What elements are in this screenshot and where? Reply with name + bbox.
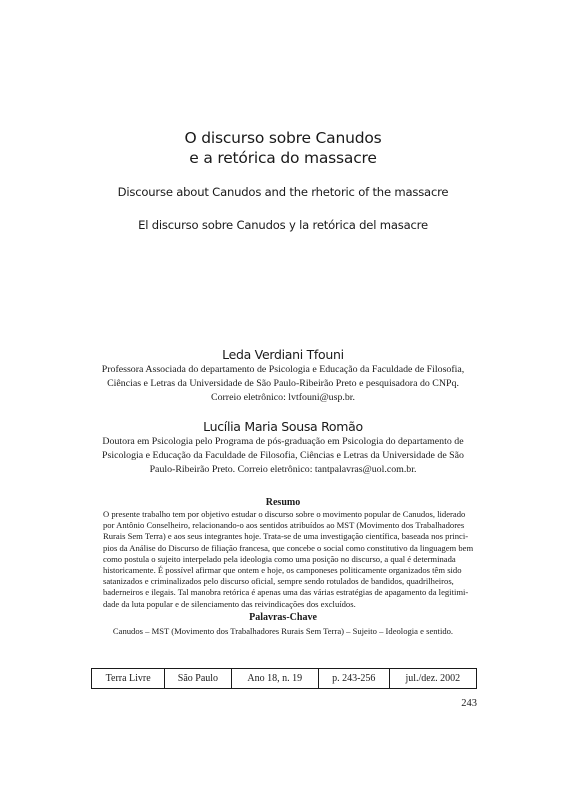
spanish-title: El discurso sobre Canudos y la retórica del masacre: [138, 218, 428, 232]
abstract-line: Rurais Sem Terra) e aos seus integrantes hoje. Trata-se de uma investigação científica, baseada nos princi-: [103, 531, 469, 542]
abstract-line: satanizados e criminalizados pelo discurso oficial, sempre sendo rotulados de bandidos, quadrilheiros,: [103, 576, 454, 587]
article-title: [0, 128, 566, 168]
abstract-line: historicamente. É possível afirmar que ontem e hoje, os camponeses politicamente organizados têm sido: [103, 565, 462, 576]
author-affiliation-2: [100, 435, 466, 477]
affiliation-line: Psicologia e Educação da Faculdade de Filosofia, Ciências e Letras da Universidade de São: [102, 450, 464, 461]
affiliation-line: Correio eletrônico: lvtfouni@usp.br.: [210, 392, 356, 403]
author-affiliation-1: [100, 363, 466, 405]
title-line-2: e a retórica do massacre: [189, 149, 377, 167]
affiliation-line: Ciências e Letras da Universidade de São Paulo-Ribeirão Preto e pesquisadora do CNPq.: [107, 378, 459, 389]
affiliation-line: Doutora em Psicologia pelo Programa de pós-graduação em Psicologia do departamento de: [102, 436, 464, 447]
journal-city-cell: São Paulo: [165, 669, 231, 689]
affiliation-line: Paulo-Ribeirão Preto. Correio eletrônico: tantpalavras@uol.com.br.: [149, 464, 417, 475]
author-name-2: Lucília Maria Sousa Romão: [203, 419, 363, 434]
journal-pages-cell: p. 243-256: [318, 669, 389, 689]
journal-info-row: [92, 669, 477, 689]
abstract-body: [103, 509, 474, 610]
abstract-line: como postula o sujeito interpelado pela ideologia como uma posição no discurso, a qual é determinada: [103, 553, 456, 564]
abstract-line: pios da Análise do Discurso de filiação francesa, que concebe o social como constitutivo da linguagem bem: [103, 542, 474, 553]
title-line-1: O discurso sobre Canudos: [184, 129, 382, 147]
abstract-line: dade da luta popular e de silenciamento das reivindicações dos excluídos.: [103, 598, 356, 609]
journal-volume-cell: Ano 18, n. 19: [231, 669, 318, 689]
abstract-line: O presente trabalho tem por objetivo estudar o discurso sobre o movimento popular de Canudos, liderado: [103, 509, 466, 519]
keywords-heading: Palavras-Chave: [249, 612, 317, 623]
page-number: 243: [461, 698, 477, 709]
english-title: Discourse about Canudos and the rhetoric of the massacre: [117, 185, 449, 199]
journal-info-table: [91, 668, 477, 689]
journal-name-cell: Terra Livre: [92, 669, 165, 689]
journal-date-cell: jul./dez. 2002: [389, 669, 476, 689]
keywords-text: Canudos – MST (Movimento dos Trabalhadores Rurais Sem Terra) – Sujeito – Ideologia e sentido.: [112, 626, 454, 636]
abstract-heading: Resumo: [265, 497, 301, 508]
author-name-1: Leda Verdiani Tfouni: [222, 347, 344, 362]
abstract-line: por Antônio Conselheiro, relacionando-o aos sentidos atribuídos ao MST (Movimento dos Trabalhadores: [103, 520, 465, 531]
abstract-line: baderneiros e ilegais. Tal manobra retórica é apenas uma das várias estratégias de apagamento da legitimi-: [103, 587, 469, 598]
affiliation-line: Professora Associada do departamento de Psicologia e Educação da Faculdade de Filosofia,: [101, 364, 465, 375]
